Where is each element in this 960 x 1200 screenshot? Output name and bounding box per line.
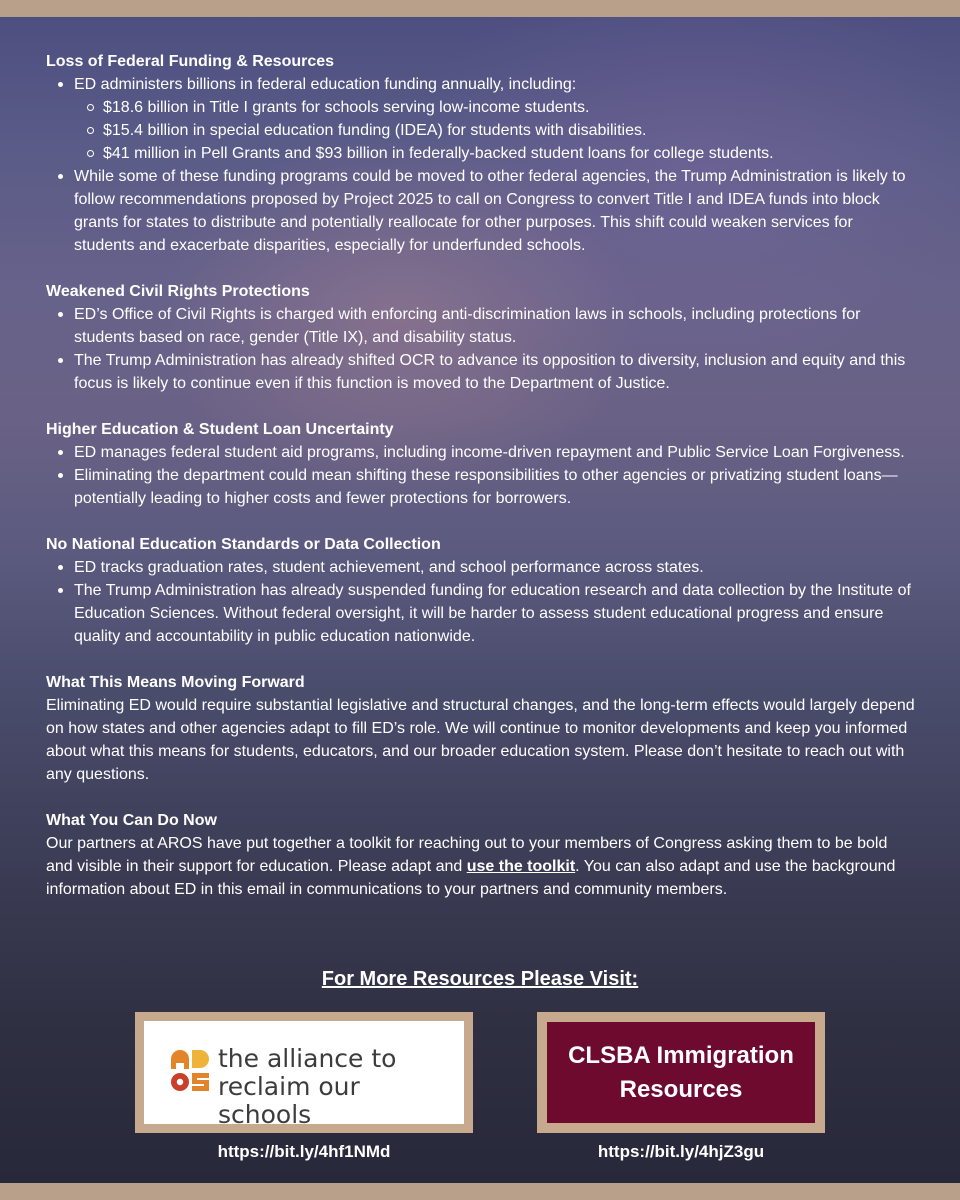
section-heading: Higher Education & Student Loan Uncertainty bbox=[46, 421, 394, 438]
section-heading: Weakened Civil Rights Protections bbox=[46, 283, 310, 300]
section-funding bbox=[46, 50, 916, 257]
list-item: ED manages federal student aid programs, including income-driven repayment and Public Service Loan Forgiveness. bbox=[74, 441, 916, 464]
section-what-you-can-do bbox=[46, 809, 916, 901]
list-item: Eliminating the department could mean shifting these responsibilities to other agencies or privatizing student loans—potentially leading to higher costs and fewer protections for borrowers. bbox=[74, 464, 916, 510]
section-paragraph bbox=[46, 832, 916, 901]
aros-logo-text: the alliance to reclaim our schools bbox=[218, 1044, 397, 1129]
list-item: ED tracks graduation rates, student achievement, and school performance across states. bbox=[74, 556, 916, 579]
list-item: ED’s Office of Civil Rights is charged with enforcing anti-discrimination laws in schools, including protections for students based on race, gender (Title IX), and disability status. bbox=[74, 303, 916, 349]
list-item bbox=[74, 73, 916, 165]
bullet-list bbox=[46, 441, 916, 510]
toolkit-link[interactable]: use the toolkit bbox=[466, 858, 576, 875]
bullet-list bbox=[46, 556, 916, 648]
section-paragraph: Eliminating ED would require substantial legislative and structural changes, and the long-term effects would largely depend on how states and other agencies adapt to fill ED’s role. We will continue to monitor developments and keep you informed about what this means for students, educators, and our broader education system. Please don’t hesitate to reach out with any questions. bbox=[46, 697, 915, 783]
section-heading: What You Can Do Now bbox=[46, 812, 217, 829]
section-heading: No National Education Standards or Data Collection bbox=[46, 536, 441, 553]
sub-bullet-list bbox=[74, 96, 916, 165]
content-body bbox=[46, 50, 916, 924]
list-item-text: ED administers billions in federal education funding annually, including: bbox=[74, 76, 577, 93]
newsletter-panel bbox=[0, 17, 960, 1183]
section-moving-forward bbox=[46, 671, 916, 786]
section-higher-ed bbox=[46, 418, 916, 510]
section-standards bbox=[46, 533, 916, 648]
aros-logo-icon bbox=[170, 1049, 210, 1093]
list-item: $15.4 billion in special education funding (IDEA) for students with disabilities. bbox=[103, 119, 916, 142]
aros-url[interactable]: https://bit.ly/4hf1NMd bbox=[217, 1142, 391, 1161]
section-heading: Loss of Federal Funding & Resources bbox=[46, 53, 335, 70]
clsba-url[interactable]: https://bit.ly/4hjZ3gu bbox=[597, 1142, 765, 1161]
section-civil-rights bbox=[46, 280, 916, 395]
section-heading: What This Means Moving Forward bbox=[46, 674, 305, 691]
paragraph-text: Our partners at AROS have put together a toolkit for reaching out to your members of Congress asking them to be bold and visible in their support for education. Please adapt and bbox=[46, 835, 888, 875]
clsba-card[interactable] bbox=[537, 1012, 825, 1133]
aros-logo-panel[interactable] bbox=[144, 1021, 464, 1129]
clsba-button[interactable]: CLSBA Immigration Resources bbox=[547, 1022, 815, 1123]
list-item: While some of these funding programs could be moved to other federal agencies, the Trump Administration is likely to follow recommendations proposed by Project 2025 to call on Congress to convert Title I and IDEA funds into block grants for states to distribute and potentially reallocate for other purposes. This shift could weaken services for students and exacerbate disparities, especially for underfunded schools. bbox=[74, 165, 916, 257]
paragraph-text: . You can also adapt and use the background information about ED in this email in communications to your partners and community members. bbox=[46, 858, 896, 898]
bullet-list bbox=[46, 73, 916, 257]
list-item: $18.6 billion in Title I grants for schools serving low-income students. bbox=[103, 96, 916, 119]
list-item: The Trump Administration has already suspended funding for education research and data collection by the Institute of Education Sciences. Without federal oversight, it will be harder to assess student educational progress and ensure quality and accountability in public education nationwide. bbox=[74, 579, 916, 648]
list-item: The Trump Administration has already shifted OCR to advance its opposition to diversity, inclusion and equity and this focus is likely to continue even if this function is moved to the Department of Justice. bbox=[74, 349, 916, 395]
bullet-list bbox=[46, 303, 916, 395]
list-item: $41 million in Pell Grants and $93 billion in federally-backed student loans for college students. bbox=[103, 142, 916, 165]
aros-card[interactable] bbox=[135, 1012, 473, 1133]
resources-heading: For More Resources Please Visit: bbox=[321, 968, 639, 990]
